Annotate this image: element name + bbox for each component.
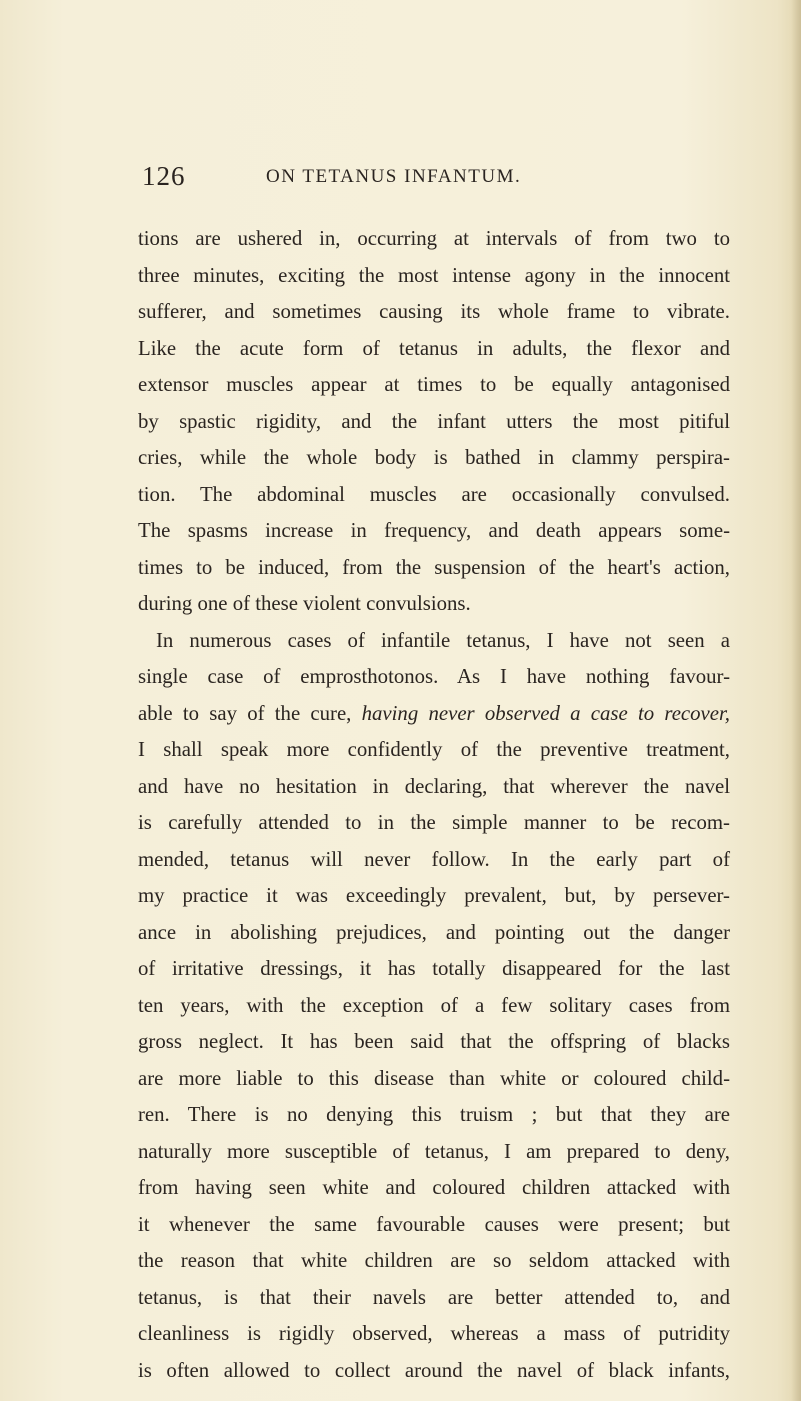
running-title: ON TETANUS INFANTUM. — [266, 166, 522, 187]
text-line: the reason that white children are so seldom attacked with — [138, 1249, 730, 1272]
page-header — [142, 158, 762, 194]
text-line: is often allowed to collect around the navel of black infants, — [138, 1358, 730, 1382]
text-line: is carefully attended to in the simple manner to be recom- — [138, 811, 730, 834]
text-line: cleanliness is rigidly observed, whereas a mass of putridity — [138, 1322, 730, 1345]
page-number: 126 — [142, 161, 186, 191]
text-line: ance in abolishing prejudices, and pointing out the danger — [138, 920, 730, 944]
paragraph-end-line: during one of these violent convulsions. — [138, 592, 471, 615]
text-line: cries, while the whole body is bathed in clammy perspira- — [138, 446, 730, 469]
text-line: extensor muscles appear at times to be equally antagonised — [138, 373, 730, 396]
text-line: from having seen white and coloured children attacked with — [138, 1176, 730, 1199]
body-text — [138, 221, 730, 1389]
text-line: are more liable to this disease than white or coloured child- — [138, 1066, 730, 1090]
text-line: The spasms increase in frequency, and death appears some- — [138, 519, 730, 542]
text-line: naturally more susceptible of tetanus, I am prepared to deny, — [138, 1139, 730, 1163]
text-line: tion. The abdominal muscles are occasionally convulsed. — [138, 482, 730, 506]
text-line: ren. There is no denying this truism ; but that they are — [138, 1103, 730, 1126]
page-edge-shadow — [791, 0, 801, 1401]
text-line: three minutes, exciting the most intense agony in the innocent — [138, 263, 730, 287]
text-line: ten years, with the exception of a few solitary cases from — [138, 993, 730, 1017]
text-line: times to be induced, from the suspension of the heart's action, — [138, 555, 730, 579]
text-line: I shall speak more confidently of the preventive treatment, — [138, 738, 730, 761]
text-line: tetanus, is that their navels are better attended to, and — [138, 1285, 730, 1309]
text-line: of irritative dressings, it has totally disappeared for the last — [138, 957, 730, 980]
italic-phrase: having never observed a case to recover, — [361, 701, 731, 725]
text-line: sufferer, and sometimes causing its whole frame to vibrate. — [138, 300, 730, 323]
text-line-with-italic — [138, 696, 730, 733]
paragraph-start-line: In numerous cases of infantile tetanus, I have not seen a — [156, 628, 730, 652]
text-line: my practice it was exceedingly prevalent, but, by persever- — [138, 884, 730, 907]
text-line: gross neglect. It has been said that the offspring of blacks — [138, 1030, 730, 1053]
text-line: and have no hesitation in declaring, that wherever the navel — [138, 774, 730, 798]
text-line: tions are ushered in, occurring at intervals of from two to — [138, 227, 730, 250]
text-line: mended, tetanus will never follow. In the early part of — [138, 847, 730, 871]
text-line: single case of emprosthotonos. As I have nothing favour- — [138, 665, 730, 688]
text-line: Like the acute form of tetanus in adults, the flexor and — [138, 336, 730, 360]
text-line: it whenever the same favourable causes were present; but — [138, 1212, 730, 1236]
text-segment: able to say of the cure, — [138, 701, 362, 725]
text-line: by spastic rigidity, and the infant utters the most pitiful — [138, 409, 730, 433]
